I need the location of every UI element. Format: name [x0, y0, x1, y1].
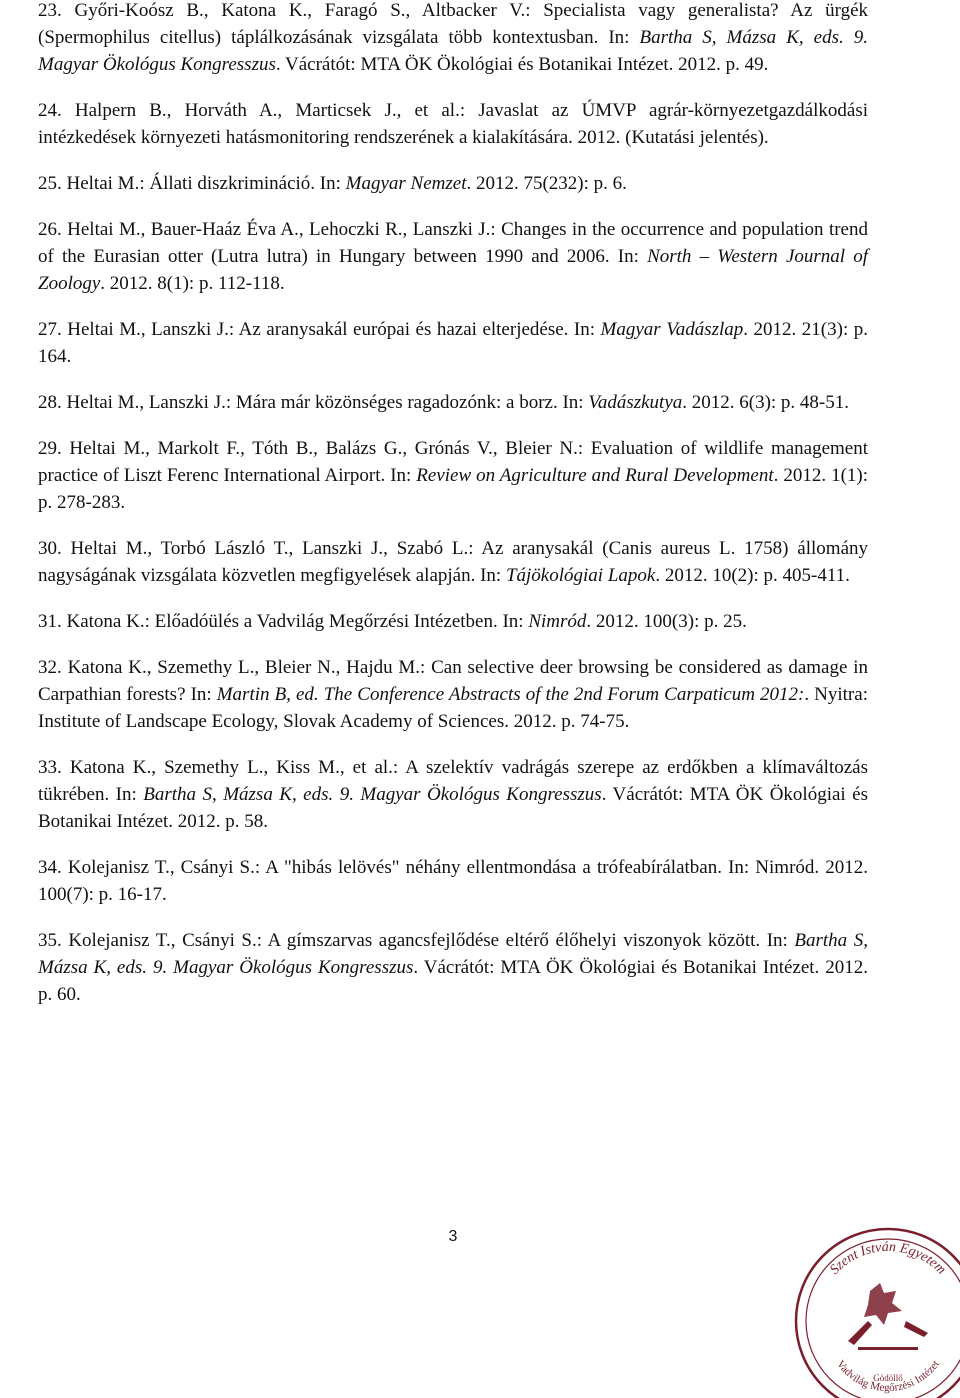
reference-item	[38, 754, 868, 835]
reference-source: Bartha S, Mázsa K, eds. 9. Magyar Ökológus Kongresszus	[38, 930, 869, 978]
reference-item	[38, 316, 868, 370]
reference-number: 25.	[38, 173, 62, 194]
reference-item	[38, 435, 868, 516]
reference-source: North – Western Journal of Zoology	[38, 246, 869, 294]
reference-text: Heltai M., Markolt F., Tóth B., Balázs G., Grónás V., Bleier N.: Evaluation of wildlife management practice of Liszt Ferenc International Airport. In:	[38, 438, 869, 486]
reference-item	[38, 854, 868, 908]
reference-details: . 2012. 10(2): p. 405-411.	[655, 565, 850, 586]
seal-top-text: Szent István Egyetem	[827, 1239, 949, 1278]
reference-details: . Vácrátót: MTA ÖK Ökológiai és Botanikai Intézet. 2012. p. 58.	[38, 784, 868, 832]
reference-number: 27.	[38, 319, 62, 340]
reference-number: 34.	[38, 857, 62, 878]
reference-text: Katona K.: Előadóülés a Vadvilág Megőrzési Intézetben. In:	[66, 611, 529, 632]
reference-item	[38, 927, 868, 1008]
reference-source: Vadászkutya	[588, 392, 683, 413]
reference-number: 26.	[38, 219, 62, 240]
reference-text: Katona K., Szemethy L., Bleier N., Hajdu M.: Can selective deer browsing be considered as damage in Carpathian forests? In:	[38, 657, 868, 705]
reference-text: Heltai M., Lanszki J.: Mára már közönséges ragadozónk: a borz. In:	[66, 392, 589, 413]
reference-text: Katona K., Szemethy L., Kiss M., et al.: A szelektív vadrágás szerepe az erdőkben a klímaváltozás tükrében. In:	[38, 757, 868, 805]
reference-number: 35.	[38, 930, 62, 951]
reference-item	[38, 0, 868, 78]
reference-text: Kolejanisz T., Csányi S.: A gímszarvas agancsfejlődése eltérő élőhelyi viszonyok között. In:	[68, 930, 795, 951]
reference-source: Magyar Nemzet	[345, 173, 467, 194]
reference-source: Bartha S, Mázsa K, eds. 9. Magyar Ökológus Kongresszus	[38, 27, 868, 75]
seal-emblem-icon	[848, 1283, 928, 1350]
reference-number: 32.	[38, 657, 62, 678]
reference-details: . Vácrátót: MTA ÖK Ökológiai és Botanikai Intézet. 2012. p. 49.	[275, 54, 769, 75]
reference-number: 23.	[38, 0, 62, 21]
reference-text: Győri-Koósz B., Katona K., Faragó S., Altbacker V.: Specialista vagy generalista? Az ürgék (Spermophilus citellus) táplálkozásának vizsgálata több kontextusban. In:	[38, 0, 869, 48]
reference-text: Heltai M., Bauer-Haáz Éva A., Lehoczki R., Lanszki J.: Changes in the occurrence and population trend of the Eurasian otter (Lutra lutra) in Hungary between 1990 and 2006. In:	[38, 219, 868, 267]
reference-item	[38, 170, 868, 197]
reference-number: 29.	[38, 438, 62, 459]
seal-bottom-text: Vadvilág Megőrzési Intézet	[834, 1358, 942, 1395]
reference-details: . 2012. 21(3): p. 164.	[38, 319, 868, 367]
page-number: 3	[448, 1228, 458, 1245]
reference-source: Review on Agriculture and Rural Development	[416, 465, 774, 486]
reference-source: Magyar Vadászlap	[600, 319, 744, 340]
reference-item	[38, 535, 868, 589]
reference-text: Heltai M., Torbó László T., Lanszki J., Szabó L.: Az aranysakál (Canis aureus L. 1758) állomány nagyságának vizsgálata közvetlen megfigyelések alapján. In:	[38, 538, 869, 586]
reference-item	[38, 654, 868, 735]
reference-source: Bartha S, Mázsa K, eds. 9. Magyar Ökológus Kongresszus	[143, 784, 602, 805]
reference-details: . Vácrátót: MTA ÖK Ökológiai és Botanikai Intézet. 2012. p. 60.	[38, 957, 869, 1005]
seal-city: Gödöllő	[873, 1373, 903, 1383]
reference-details: . 2012. 1(1): p. 278-283.	[38, 465, 868, 513]
reference-number: 28.	[38, 392, 62, 413]
reference-details: . 2012. 6(3): p. 48-51.	[682, 392, 850, 413]
reference-number: 24.	[38, 100, 62, 121]
reference-number: 33.	[38, 757, 62, 778]
reference-item	[38, 389, 868, 416]
reference-source: Martin B, ed. The Conference Abstracts of the 2nd Forum Carpaticum 2012:	[216, 684, 805, 705]
reference-details: . 2012. 100(3): p. 25.	[586, 611, 747, 632]
reference-text: Heltai M., Lanszki J.: Az aranysakál európai és hazai elterjedése. In:	[67, 319, 601, 340]
reference-number: 30.	[38, 538, 62, 559]
reference-source: Nimród	[528, 611, 587, 632]
institute-seal	[780, 1215, 960, 1398]
reference-text: Kolejanisz T., Csányi S.: A "hibás lelövés" néhány ellentmondása a trófeabírálatban. In: Nimród. 2012. 100(7): p. 16-17.	[38, 857, 868, 905]
reference-details: . 2012. 75(232): p. 6.	[466, 173, 627, 194]
reference-text: Heltai M.: Állati diszkrimináció. In:	[66, 173, 346, 194]
reference-details: . Nyitra: Institute of Landscape Ecology, Slovak Academy of Sciences. 2012. p. 74-75.	[38, 684, 868, 732]
reference-item	[38, 608, 868, 635]
reference-text: Halpern B., Horváth A., Marticsek J., et al.: Javaslat az ÚMVP agrár-környezetgazdálkodási intézkedések környezeti hatásmonitoring rendszerének a kialakítására. 2012. (Kutatási jelentés).	[38, 100, 868, 148]
reference-source: Tájökológiai Lapok	[505, 565, 656, 586]
reference-number: 31.	[38, 611, 62, 632]
reference-item	[38, 97, 868, 151]
reference-details: . 2012. 8(1): p. 112-118.	[100, 273, 285, 294]
reference-item	[38, 216, 868, 297]
reference-list	[38, 0, 868, 1008]
